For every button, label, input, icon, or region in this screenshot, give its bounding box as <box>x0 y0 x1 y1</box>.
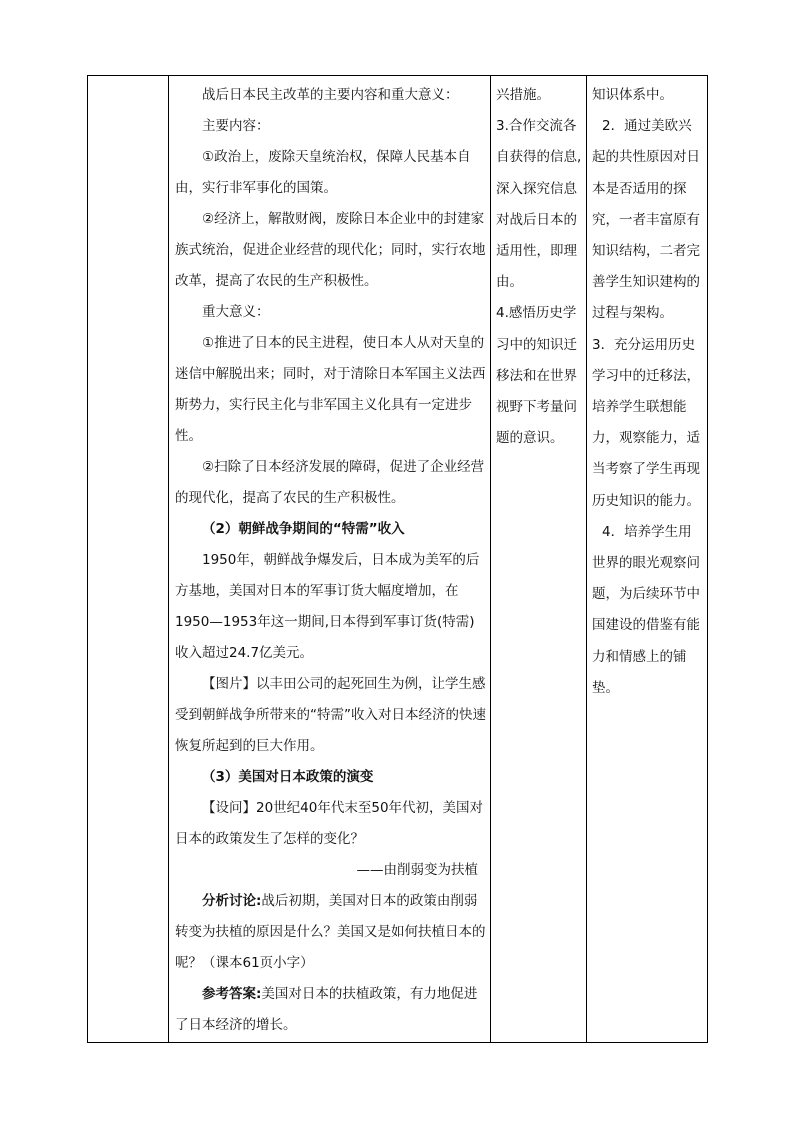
picture-note: 【图片】以丰田公司的起死回生为例，让学生感受到朝鲜战争所带来的“特需”收入对日本经济的快速恢复所起到的巨大作用。 <box>175 676 486 754</box>
empty-cell <box>88 76 169 1043</box>
teaching-content-cell <box>169 76 491 1043</box>
section-3-heading: （3）美国对日本政策的演变 <box>202 769 374 785</box>
significance-point-2: ②扫除了日本经济发展的障碍，促进了企业经营的现代化，提高了农民的生产积极性。 <box>175 459 485 506</box>
activity-item: 兴措施。 <box>496 87 550 103</box>
table-row <box>88 76 708 1043</box>
intent-item: 2．通过美欧兴起的共性原因对日本是否适用的探究，一者丰富原有知识结构，二者完善学生知识建构的过程与架构。 <box>592 118 700 322</box>
significance-point-1: ①推进了日本的民主进程，使日本人从对天皇的迷信中解脱出来；同时，对于清除日本军国主义法西斯势力，实行民主化与非军国主义化具有一定进步性。 <box>175 335 486 444</box>
discussion-text: 分析讨论:战后初期，美国对日本的政策由削弱转变为扶植的原因是什么？美国又是如何扶植日本的呢？（课本61页小字） <box>175 893 486 971</box>
intent-item: 4．培养学生用世界的眼光观察问题，为后续环节中国建设的借鉴有能力和情感上的铺垫。 <box>592 523 700 696</box>
main-content-label: 主要内容： <box>202 118 270 134</box>
lesson-plan-table <box>87 75 708 1043</box>
activity-item: 4.感悟历史学习中的知识迁移法和在世界视野下考量问题的意识。 <box>496 305 577 447</box>
design-intent-cell <box>587 76 708 1043</box>
reference-answer-label: 参考答案: <box>202 986 262 1002</box>
reform-heading: 战后日本民主改革的主要内容和重大意义： <box>202 87 459 103</box>
activity-item: 3.合作交流各自获得的信息,深入探究信息对战后日本的适用性，即理由。 <box>496 118 582 291</box>
political-point: ①政治上，废除天皇统治权，保障人民基本自由，实行非军事化的国策。 <box>175 149 471 196</box>
intent-item: 知识体系中。 <box>592 87 673 103</box>
student-activity-cell <box>491 76 587 1043</box>
significance-label: 重大意义： <box>202 304 270 320</box>
question-answer: ——由削弱变为扶植 <box>356 862 478 878</box>
question-tag: 【设问】 <box>202 800 256 816</box>
economic-point: ②经济上，解散财阀，废除日本企业中的封建家族式统治，促进企业经营的现代化；同时，实行农地改革，提高了农民的生产积极性。 <box>175 211 486 289</box>
section-2-heading: （2）朝鲜战争期间的“特需”收入 <box>202 521 405 537</box>
reference-answer-text: 参考答案:美国对日本的扶植政策，有力地促进了日本经济的增长。 <box>175 986 478 1033</box>
question-text: 【设问】20世纪40年代末至50年代初，美国对日本的政策发生了怎样的变化？ <box>175 800 484 847</box>
korean-war-text: 1950年，朝鲜战争爆发后，日本成为美军的后方基地，美国对日本的军事订货大幅度增加，在1950—1953年这一期间,日本得到军事订货(特需)收入超过24.7亿美元。 <box>175 552 480 661</box>
discussion-label: 分析讨论: <box>202 893 262 909</box>
picture-tag: 【图片】 <box>202 676 256 692</box>
intent-item: 3．充分运用历史学习中的迁移法，培养学生联想能力，观察能力，适当考察了学生再现历史知识的能力。 <box>592 336 700 509</box>
